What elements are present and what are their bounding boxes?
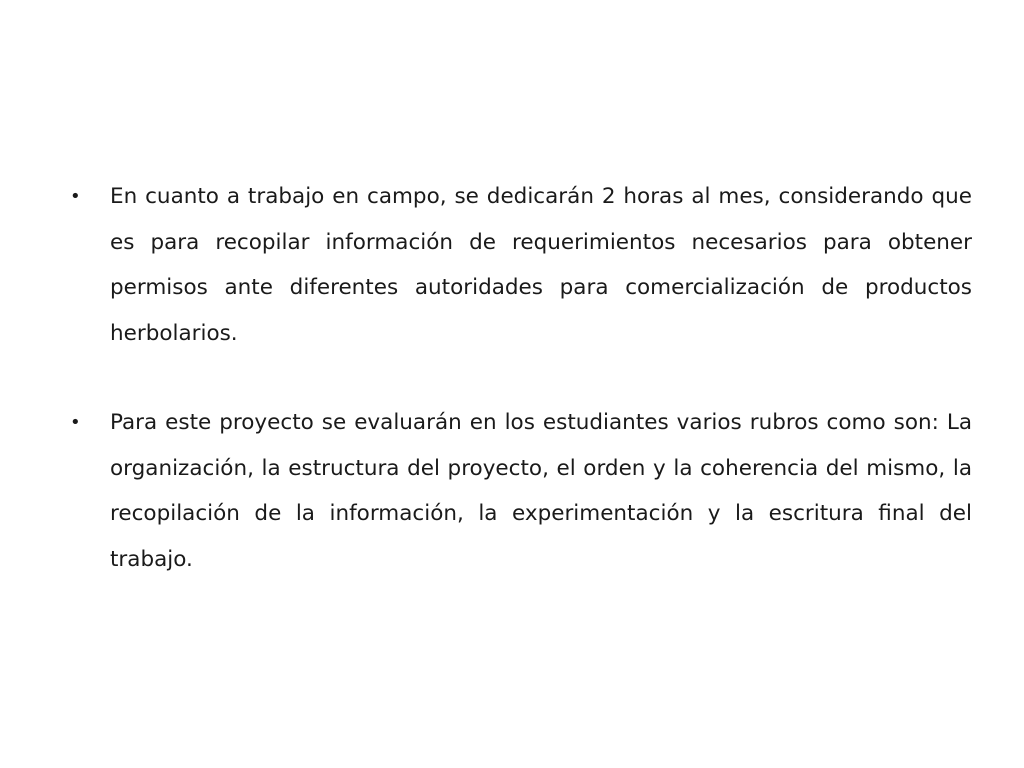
bullet-list	[66, 174, 972, 626]
bullet-item-field-work	[66, 174, 972, 356]
bullet-text: En cuanto a trabajo en campo, se dedicarán 2 horas al mes, considerando que es para recopilar información de requerimientos necesarios para obtener permisos ante diferentes autoridades para comercialización de productos herbolarios.	[110, 184, 972, 346]
bullet-item-evaluation	[66, 400, 972, 582]
bullet-marker: •	[70, 412, 81, 433]
bullet-marker: •	[70, 186, 81, 207]
bullet-text: Para este proyecto se evaluarán en los estudiantes varios rubros como son: La organización, la estructura del proyecto, el orden y la coherencia del mismo, la recopilación de la información, la experimentación y la escritura final del trabajo.	[110, 410, 972, 572]
